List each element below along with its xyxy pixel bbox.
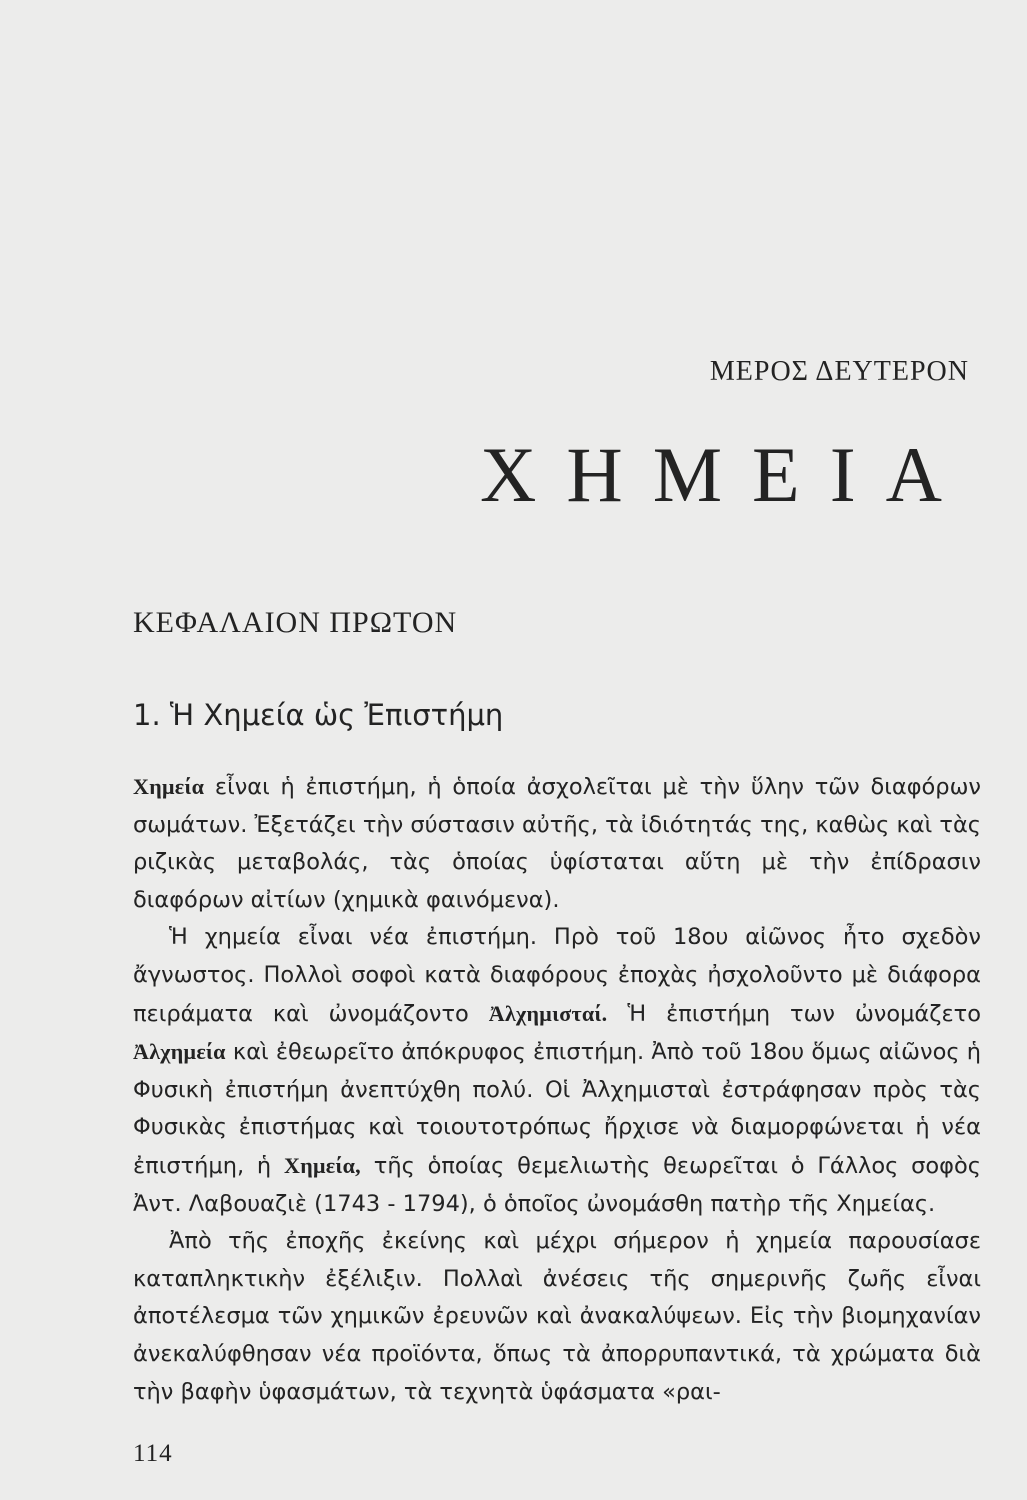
term-alchemists: Ἀλχημισταί. bbox=[488, 1000, 608, 1026]
body-text bbox=[133, 768, 981, 1411]
page-number: 114 bbox=[133, 1440, 173, 1467]
term-alchemy: Ἀλχημεία bbox=[133, 1039, 226, 1065]
part-title: ΧΗΜΕΙΑ bbox=[480, 431, 972, 518]
section-title: 1. Ἡ Χημεία ὡς Ἐπιστήμη bbox=[133, 698, 504, 732]
paragraph-1-text: εἶναι ἡ ἐπιστήμη, ἡ ὁποία ἀσχολεῖται μὲ τὴν ὕλην τῶν διαφόρων σωμάτων. Ἐξετάζει τὴν σύστασιν αὐτῆς, τὰ ἰδιότητάς της, καθὼς καὶ τὰς ριζικὰς μεταβολάς, τὰς ὁποίας ὑφίσταται αὕτη μὲ τὴν ἐπίδρασιν διαφόρων αἰτίων (χημικὰ φαινόμενα). bbox=[133, 774, 981, 913]
paragraph-2-text-1: Ἡ χημεία εἶναι νέα ἐπιστήμη. Πρὸ τοῦ 18ου αἰῶνος ἦτο σχεδὸν ἄγνωστος. Πολλοὶ σοφοὶ κατὰ διαφόρους ἐποχὰς ἠσχολοῦντο μὲ διάφορα πειράματα καὶ ὠνομάζοντο bbox=[133, 924, 981, 1027]
paragraph-2-text-3: καὶ ἐθεωρεῖτο ἀπόκρυφος ἐπιστήμη. Ἀπὸ τοῦ 18ου ὅμως αἰῶνος ἡ Φυσικὴ ἐπιστήμη ἀνεπτύχθη πολύ. Οἱ Ἀλχημισταὶ ἐστράφησαν πρὸς τὰς Φυσικὰς ἐπιστήμας καὶ τοιουτοτρόπως ἤρχισε νὰ διαμορφώνεται ἡ νέα ἐπιστήμη, ἡ bbox=[133, 1039, 981, 1179]
paragraph-2 bbox=[133, 919, 981, 1223]
part-label: ΜΕΡΟΣ ΔΕΥΤΕΡΟΝ bbox=[709, 356, 969, 387]
term-chemistry-2: Χημεία, bbox=[284, 1152, 361, 1178]
chapter-title: ΚΕΦΑΛΑΙΟΝ ΠΡΩΤΟΝ bbox=[133, 606, 458, 639]
paragraph-2-text-4: τῆς ὁποίας θεμελιωτὴς θεωρεῖται ὁ Γάλλος σοφὸς Ἀντ. Λαβουαζιὲ (1743 - 1794), ὁ ὁποῖος ὠνομάσθη πατὴρ τῆς Χημείας. bbox=[133, 1152, 981, 1217]
paragraph-2-text-2: Ἡ ἐπιστήμη των ὠνομάζετο bbox=[607, 1000, 981, 1027]
term-chemistry: Χημεία bbox=[133, 774, 205, 799]
paragraph-1 bbox=[133, 768, 981, 919]
paragraph-3: Ἀπὸ τῆς ἐποχῆς ἐκείνης καὶ μέχρι σήμερον ἡ χημεία παρουσίασε καταπληκτικὴν ἐξέλιξιν. Πολλαὶ ἀνέσεις τῆς σημερινῆς ζωῆς εἶναι ἀποτέλεσμα τῶν χημικῶν ἐρευνῶν καὶ ἀνακαλύψεων. Εἰς τὴν βιομηχανίαν ἀνεκαλύφθησαν νέα προϊόντα, ὅπως τὰ ἀπορρυπαντικά, τὰ χρώματα διὰ τὴν βαφὴν ὑφασμάτων, τὰ τεχνητὰ ὑφάσματα «ραι- bbox=[133, 1228, 981, 1405]
